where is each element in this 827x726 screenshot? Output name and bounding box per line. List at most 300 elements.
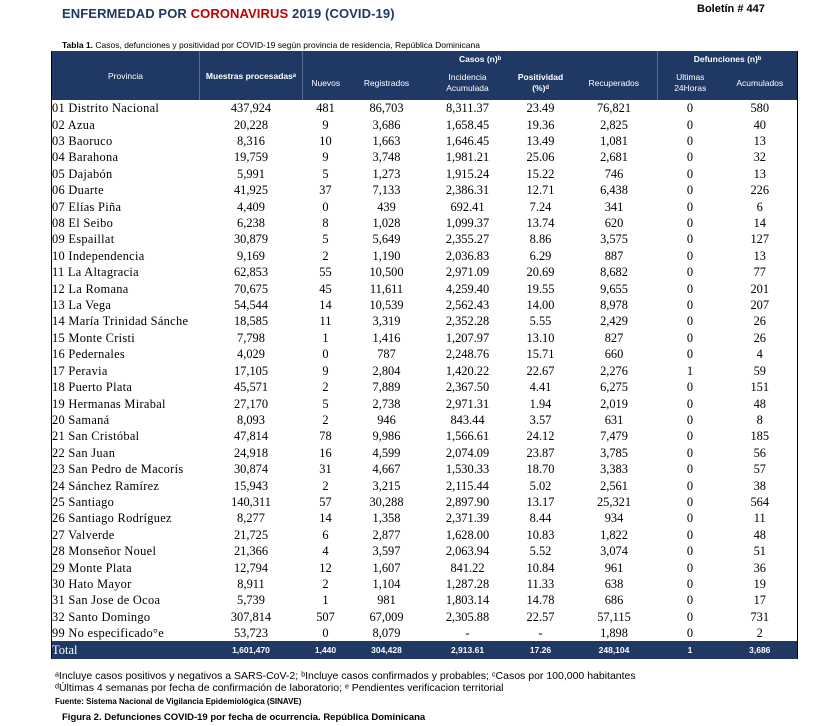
cell-positividad: 1.94 — [529, 396, 552, 411]
cell-ultimas-24h: 0 — [686, 462, 694, 477]
cell-incidencia: 1,981.21 — [445, 150, 490, 165]
cell-positividad: 12.71 — [526, 183, 555, 198]
cell-ultimas-24h: 0 — [686, 199, 694, 214]
incidencia-line2: Acumulada — [446, 83, 489, 93]
cell-recuperados: 887 — [604, 248, 624, 263]
cell-ultimas-24h: 0 — [686, 380, 694, 395]
cell-muestras: 45,571 — [233, 380, 269, 395]
cell-acumulados: 2 — [756, 626, 763, 641]
cell-incidencia: 1,530.33 — [445, 462, 490, 477]
cell-positividad: 15.22 — [526, 166, 555, 181]
cell-registrados: 3,597 — [372, 544, 401, 559]
cell-nuevos: 5 — [322, 396, 329, 411]
cell-registrados: 11,611 — [369, 281, 404, 296]
incidencia-line1: Incidencia — [448, 72, 487, 82]
cell-ultimas-24h: 0 — [686, 150, 694, 165]
cell-recuperados: 827 — [604, 330, 624, 345]
table-row — [52, 149, 798, 165]
cell-recuperados: 2,825 — [600, 117, 628, 132]
total-registrados: 304,428 — [349, 641, 425, 659]
col-header-positividad — [511, 66, 571, 100]
cell-recuperados: 3,074 — [600, 544, 628, 559]
col-header-incidencia — [425, 66, 511, 100]
table-row — [52, 412, 798, 428]
cell-positividad: 8.44 — [529, 511, 552, 526]
cell-incidencia: 2,063.94 — [445, 544, 490, 559]
cell-nuevos: 2 — [322, 412, 329, 427]
cell-muestras: 4,029 — [237, 347, 265, 362]
table-row — [52, 559, 798, 575]
cell-nuevos: 9 — [322, 150, 329, 165]
cell-registrados: 9,986 — [372, 429, 401, 444]
table-row — [52, 264, 798, 280]
cell-positividad: 13.17 — [526, 494, 555, 509]
cell-nuevos: 78 — [319, 429, 332, 444]
cell-registrados: 3,686 — [372, 117, 401, 132]
cell-muestras: 20,228 — [233, 117, 269, 132]
cell-incidencia: 1,658.45 — [445, 117, 490, 132]
cell-provincia: 10 Independencia — [52, 248, 145, 263]
cell-registrados: 7,133 — [372, 183, 401, 198]
cell-acumulados: 14 — [753, 216, 766, 231]
cell-registrados: 30,288 — [369, 494, 404, 509]
cell-incidencia: 843.44 — [450, 412, 485, 427]
cell-ultimas-24h: 0 — [686, 330, 694, 345]
cell-acumulados: 57 — [753, 462, 766, 477]
table-row — [52, 609, 798, 625]
cell-muestras: 27,170 — [233, 396, 269, 411]
col-header-nuevos: Nuevos — [303, 66, 349, 100]
cell-acumulados: 51 — [753, 544, 766, 559]
cell-ultimas-24h: 0 — [686, 560, 694, 575]
cell-incidencia: 1,420.22 — [445, 363, 490, 378]
cell-provincia: 16 Pedernales — [52, 347, 126, 362]
cell-registrados: 8,079 — [372, 626, 401, 641]
cell-recuperados: 631 — [604, 412, 624, 427]
cell-positividad: 15.71 — [526, 347, 555, 362]
cell-acumulados: 580 — [750, 101, 770, 116]
cell-positividad: 10.84 — [526, 560, 555, 575]
table-row — [52, 215, 798, 231]
cell-provincia: 13 La Vega — [52, 298, 112, 313]
cell-provincia: 17 Peravia — [52, 363, 108, 378]
cell-positividad: 5.55 — [529, 314, 552, 329]
table-row — [52, 231, 798, 247]
cell-ultimas-24h: 0 — [686, 396, 694, 411]
cell-muestras: 30,879 — [233, 232, 269, 247]
table-row — [52, 363, 798, 379]
cell-acumulados: 77 — [753, 265, 766, 280]
cell-recuperados: 686 — [604, 593, 624, 608]
cell-nuevos: 31 — [319, 462, 332, 477]
cell-ultimas-24h: 0 — [686, 593, 694, 608]
cell-nuevos: 4 — [322, 544, 329, 559]
cell-ultimas-24h: 0 — [686, 527, 694, 542]
cell-provincia: 20 Samaná — [52, 412, 110, 427]
cell-acumulados: 13 — [753, 166, 766, 181]
cell-acumulados: 201 — [750, 281, 770, 296]
cell-provincia: 31 San Jose de Ocoa — [52, 593, 161, 608]
cell-nuevos: 55 — [319, 265, 332, 280]
total-label: Total — [52, 641, 200, 659]
cell-incidencia: 1,628.00 — [445, 527, 490, 542]
cell-acumulados: 151 — [750, 380, 770, 395]
cell-acumulados: 207 — [750, 298, 770, 313]
positividad-line2: (%)ᵈ — [532, 83, 549, 93]
cell-provincia: 28 Monseñor Nouel — [52, 544, 157, 559]
cell-nuevos: 5 — [322, 166, 329, 181]
cell-registrados: 67,009 — [369, 609, 404, 624]
cell-provincia: 07 Elías Piña — [52, 199, 122, 214]
cell-provincia: 01 Distrito Nacional — [52, 101, 160, 116]
cell-nuevos: 0 — [322, 199, 329, 214]
cell-acumulados: 4 — [756, 347, 763, 362]
cell-ultimas-24h: 0 — [686, 298, 694, 313]
cell-ultimas-24h: 0 — [686, 609, 694, 624]
total-recuperados: 248,104 — [571, 641, 658, 659]
cell-acumulados: 564 — [750, 494, 770, 509]
table-row — [52, 576, 798, 592]
cell-muestras: 307,814 — [230, 609, 272, 624]
cell-registrados: 2,738 — [372, 396, 401, 411]
cell-registrados: 787 — [377, 347, 396, 362]
cell-ultimas-24h: 1 — [686, 363, 694, 378]
cell-incidencia: 841.22 — [450, 560, 485, 575]
cell-muestras: 18,585 — [233, 314, 269, 329]
col-header-provincia: Provincia — [52, 51, 200, 100]
cell-recuperados: 341 — [604, 199, 624, 214]
cell-incidencia: 2,115.44 — [446, 478, 489, 493]
col-header-registrados: Registrados — [349, 66, 425, 100]
table-row — [52, 280, 798, 296]
cell-muestras: 47,814 — [233, 429, 269, 444]
cell-ultimas-24h: 0 — [686, 232, 694, 247]
cell-recuperados: 3,575 — [600, 232, 628, 247]
cell-nuevos: 9 — [322, 363, 329, 378]
table-row — [52, 625, 798, 641]
cell-registrados: 1,104 — [372, 576, 401, 591]
cell-muestras: 8,911 — [237, 576, 265, 591]
table-row — [52, 198, 798, 214]
cell-nuevos: 2 — [322, 380, 329, 395]
cell-muestras: 12,794 — [233, 560, 269, 575]
cell-acumulados: 127 — [750, 232, 770, 247]
cell-acumulados: 48 — [753, 527, 766, 542]
cell-recuperados: 25,321 — [596, 494, 632, 509]
figure-2-caption: Figura 2. Defunciones COVID-19 por fecha de ocurrencia. República Dominicana — [62, 712, 426, 723]
cell-registrados: 1,663 — [372, 134, 401, 149]
table-row — [52, 543, 798, 559]
cell-nuevos: 37 — [319, 183, 332, 198]
cell-recuperados: 2,681 — [600, 150, 628, 165]
cell-incidencia: 1,207.97 — [445, 330, 490, 345]
cell-acumulados: 56 — [753, 445, 766, 460]
cell-nuevos: 14 — [319, 511, 332, 526]
table-row — [52, 116, 798, 132]
cell-nuevos: 11 — [319, 314, 332, 329]
cell-recuperados: 8,978 — [600, 298, 628, 313]
table-caption — [62, 40, 480, 50]
title-highlight: CORONAVIRUS — [190, 6, 289, 21]
cell-acumulados: 26 — [753, 314, 766, 329]
cell-acumulados: 26 — [753, 330, 766, 345]
cell-positividad: 23.87 — [526, 445, 555, 460]
cell-provincia: 15 Monte Cristi — [52, 330, 135, 345]
table-row — [52, 592, 798, 608]
footnote-2: ᵈÚltimas 4 semanas por fecha de confirmación de laboratorio; ᵉ Pendientes verificacion territorial — [55, 682, 504, 694]
cell-recuperados: 3,785 — [600, 445, 628, 460]
cell-ultimas-24h: 0 — [686, 576, 694, 591]
cell-nuevos: 10 — [319, 134, 332, 149]
cell-recuperados: 1,081 — [600, 134, 628, 149]
cell-acumulados: 13 — [753, 248, 766, 263]
cell-muestras: 53,723 — [233, 626, 269, 641]
cell-muestras: 5,991 — [237, 166, 265, 181]
cell-provincia: 14 María Trinidad Sánche — [52, 314, 189, 329]
cell-acumulados: 8 — [756, 412, 763, 427]
cell-provincia: 06 Duarte — [52, 183, 104, 198]
table-row — [52, 477, 798, 493]
cell-muestras: 41,925 — [233, 183, 269, 198]
cell-muestras: 54,544 — [233, 298, 269, 313]
table-row — [52, 330, 798, 346]
cell-provincia: 25 Santiago — [52, 494, 115, 509]
cell-positividad: 19.36 — [526, 117, 555, 132]
cell-recuperados: 2,019 — [600, 396, 628, 411]
cell-incidencia: 4,259.40 — [445, 281, 490, 296]
total-row — [52, 641, 798, 659]
col-header-muestras: Muestras procesadasᵃ — [200, 51, 303, 100]
cell-ultimas-24h: 0 — [686, 166, 694, 181]
cell-recuperados: 8,682 — [600, 265, 628, 280]
cell-recuperados: 6,275 — [600, 380, 628, 395]
cell-positividad: 5.52 — [529, 544, 552, 559]
cell-positividad: 7.24 — [529, 199, 552, 214]
table-row — [52, 494, 798, 510]
cell-positividad: 13.74 — [526, 216, 555, 231]
cell-recuperados: 746 — [604, 166, 624, 181]
cell-muestras: 8,093 — [237, 412, 265, 427]
cell-ultimas-24h: 0 — [686, 216, 694, 231]
cell-muestras: 30,874 — [233, 462, 269, 477]
table-row — [52, 461, 798, 477]
cell-nuevos: 1 — [322, 593, 329, 608]
cell-incidencia: 1,803.14 — [445, 593, 490, 608]
cell-positividad: 3.57 — [529, 412, 552, 427]
cell-ultimas-24h: 0 — [686, 494, 694, 509]
cell-recuperados: 6,438 — [600, 183, 628, 198]
table-row — [52, 395, 798, 411]
table-row — [52, 346, 798, 362]
cell-muestras: 437,924 — [230, 101, 272, 116]
cell-positividad: 14.00 — [526, 298, 555, 313]
cell-provincia: 29 Monte Plata — [52, 560, 132, 575]
cell-provincia: 03 Baoruco — [52, 134, 113, 149]
cell-registrados: 1,273 — [372, 166, 401, 181]
cell-acumulados: 13 — [753, 134, 766, 149]
cell-incidencia: 2,036.83 — [445, 248, 490, 263]
cell-positividad: 22.57 — [526, 609, 555, 624]
group-header-defunciones: Defunciones (n)ᵇ — [658, 51, 798, 66]
cell-provincia: 18 Puerto Plata — [52, 380, 133, 395]
cell-nuevos: 0 — [322, 626, 329, 641]
cell-nuevos: 481 — [316, 101, 335, 116]
cell-nuevos: 2 — [322, 248, 329, 263]
cell-registrados: 2,877 — [372, 527, 401, 542]
cell-nuevos: 45 — [319, 281, 332, 296]
cell-incidencia: 2,305.88 — [445, 609, 490, 624]
cell-ultimas-24h: 0 — [686, 101, 694, 116]
cell-registrados: 3,319 — [372, 314, 401, 329]
cell-registrados: 1,607 — [372, 560, 401, 575]
cell-acumulados: 40 — [753, 117, 766, 132]
cell-registrados: 1,358 — [372, 511, 401, 526]
cell-muestras: 15,943 — [233, 478, 269, 493]
cell-provincia: 05 Dajabón — [52, 166, 113, 181]
cell-ultimas-24h: 0 — [686, 544, 694, 559]
cell-recuperados: 57,115 — [597, 609, 631, 624]
cell-incidencia: 2,367.50 — [445, 380, 490, 395]
cell-registrados: 4,599 — [372, 445, 401, 460]
cell-muestras: 8,277 — [237, 511, 265, 526]
cell-provincia: 08 El Seibo — [52, 216, 114, 231]
cell-incidencia: 1,646.45 — [445, 134, 490, 149]
table-row — [52, 182, 798, 198]
ultimas-line2: 24Horas — [674, 83, 707, 93]
cell-positividad: 4.41 — [529, 380, 552, 395]
cell-muestras: 7,798 — [237, 330, 265, 345]
caption-text: Casos, defunciones y positividad por COVID-19 según provincia de residencia, República Dominicana — [93, 40, 480, 50]
cell-nuevos: 12 — [319, 560, 332, 575]
cell-acumulados: 38 — [753, 478, 766, 493]
cell-provincia: 04 Barahona — [52, 150, 119, 165]
cell-positividad: 6.29 — [529, 248, 552, 263]
cell-positividad: 13.49 — [526, 134, 555, 149]
cell-registrados: 7,889 — [372, 380, 401, 395]
cell-ultimas-24h: 0 — [686, 445, 694, 460]
cell-recuperados: 638 — [604, 576, 624, 591]
cell-ultimas-24h: 0 — [686, 183, 694, 198]
cell-recuperados: 3,383 — [600, 462, 628, 477]
cell-provincia: 22 San Juan — [52, 445, 116, 460]
cell-muestras: 21,725 — [233, 527, 269, 542]
cell-ultimas-24h: 0 — [686, 626, 694, 641]
source-note: Fuente: Sistema Nacional de Vigilancia Epidemiológica (SINAVE) — [55, 697, 302, 706]
cell-acumulados: 731 — [750, 609, 770, 624]
cell-muestras: 6,238 — [237, 216, 265, 231]
cell-registrados: 1,416 — [372, 330, 401, 345]
cell-ultimas-24h: 0 — [686, 117, 694, 132]
title-suffix: 2019 (COVID-19) — [288, 6, 395, 21]
cell-positividad: 13.10 — [526, 330, 555, 345]
cell-acumulados: 32 — [753, 150, 766, 165]
table-row — [52, 248, 798, 264]
cell-recuperados: 1,898 — [600, 626, 628, 641]
cell-ultimas-24h: 0 — [686, 248, 694, 263]
footnote-1: ᵃIncluye casos positivos y negativos a SARS-CoV-2; ᵇIncluye casos confirmados y probables; ᶜCasos por 100,000 habitantes — [55, 670, 636, 682]
cell-registrados: 1,028 — [372, 216, 401, 231]
cell-nuevos: 1 — [322, 330, 329, 345]
cell-muestras: 9,169 — [237, 248, 265, 263]
cell-positividad: 23.49 — [526, 101, 555, 116]
cell-registrados: 3,748 — [372, 150, 401, 165]
cell-recuperados: 934 — [604, 511, 624, 526]
cell-registrados: 2,804 — [372, 363, 401, 378]
cell-acumulados: 36 — [753, 560, 766, 575]
cell-provincia: 12 La Romana — [52, 281, 129, 296]
cell-registrados: 10,500 — [369, 265, 404, 280]
cell-ultimas-24h: 0 — [686, 281, 694, 296]
cell-recuperados: 2,276 — [600, 363, 628, 378]
cell-recuperados: 2,561 — [600, 478, 628, 493]
cell-incidencia: 692.41 — [450, 199, 485, 214]
ultimas-line1: Ultimas — [676, 72, 705, 82]
table-row — [52, 379, 798, 395]
cell-recuperados: 2,429 — [600, 314, 628, 329]
cell-nuevos: 507 — [316, 609, 335, 624]
cell-ultimas-24h: 0 — [686, 347, 694, 362]
cell-positividad: 24.12 — [526, 429, 555, 444]
cell-nuevos: 0 — [322, 347, 329, 362]
cell-nuevos: 5 — [322, 232, 329, 247]
col-header-acumulados: Acumulados — [723, 66, 798, 100]
total-acumulados: 3,686 — [723, 641, 798, 659]
cell-registrados: 1,190 — [372, 248, 401, 263]
cell-incidencia: 2,355.27 — [445, 232, 490, 247]
cell-acumulados: 19 — [753, 576, 766, 591]
cell-positividad: 8.86 — [529, 232, 552, 247]
cell-incidencia: 2,371.39 — [445, 511, 490, 526]
cell-incidencia: 1,099.37 — [445, 216, 490, 231]
cell-acumulados: 6 — [756, 199, 763, 214]
cell-muestras: 8,316 — [237, 134, 265, 149]
cell-acumulados: 226 — [750, 183, 770, 198]
cell-positividad: 18.70 — [526, 462, 555, 477]
table-body — [52, 100, 798, 641]
cell-positividad: - — [538, 626, 543, 641]
cell-positividad: 19.55 — [526, 281, 555, 296]
cell-registrados: 86,703 — [369, 101, 404, 116]
cell-recuperados: 9,655 — [600, 281, 628, 296]
cell-registrados: 981 — [377, 593, 396, 608]
col-header-ultimas — [658, 66, 723, 100]
total-positividad: 17.26 — [511, 641, 571, 659]
cell-ultimas-24h: 0 — [686, 314, 694, 329]
table-row — [52, 510, 798, 526]
total-ultimas-24h: 1 — [658, 641, 723, 659]
cell-muestras: 70,675 — [233, 281, 269, 296]
cell-registrados: 5,649 — [372, 232, 401, 247]
cell-recuperados: 1,822 — [600, 527, 628, 542]
col-header-recuperados: Recuperados — [571, 66, 658, 100]
cell-provincia: 30 Hato Mayor — [52, 576, 132, 591]
cell-incidencia: - — [465, 626, 470, 641]
cell-ultimas-24h: 0 — [686, 511, 694, 526]
cell-nuevos: 2 — [322, 576, 329, 591]
cell-provincia: 99 No especificado°e — [52, 626, 165, 641]
cell-acumulados: 11 — [753, 511, 766, 526]
cell-incidencia: 2,971.31 — [445, 396, 490, 411]
total-incidencia: 2,913.61 — [425, 641, 511, 659]
cell-positividad: 22.67 — [526, 363, 555, 378]
table-row — [52, 297, 798, 313]
cell-provincia: 02 Azua — [52, 117, 96, 132]
cell-ultimas-24h: 0 — [686, 478, 694, 493]
cell-incidencia: 2,971.09 — [445, 265, 490, 280]
cell-registrados: 3,215 — [372, 478, 401, 493]
cell-muestras: 19,759 — [233, 150, 269, 165]
cell-provincia: 32 Santo Domingo — [52, 609, 151, 624]
